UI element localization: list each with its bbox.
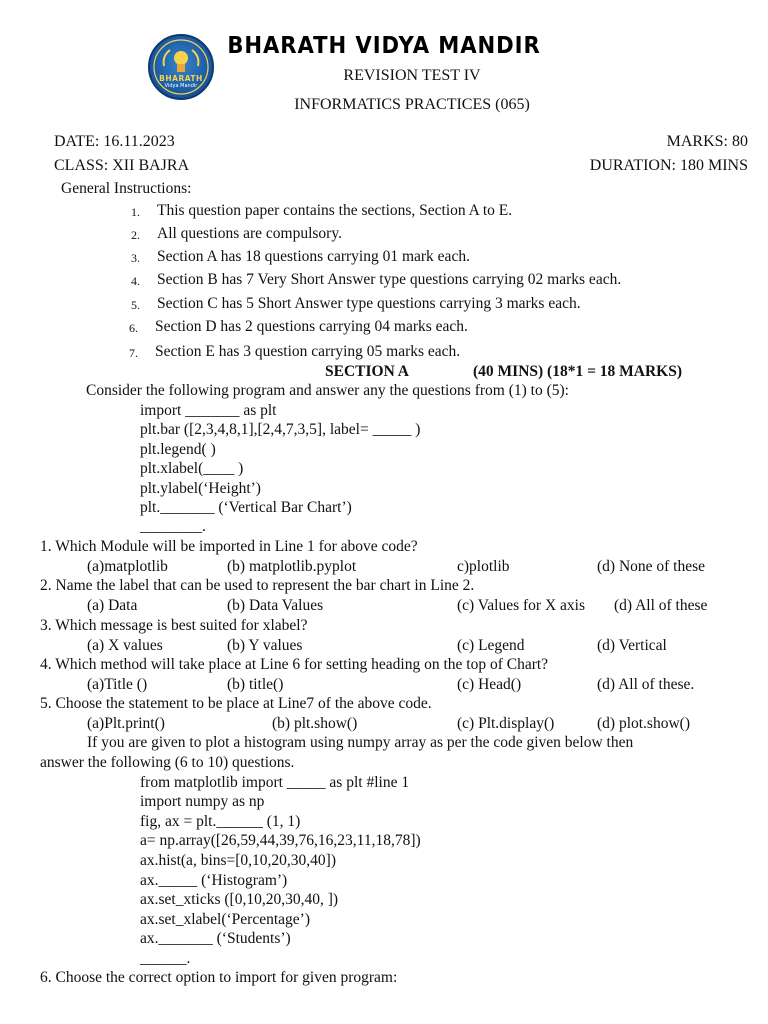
question-text: 3. Which message is best suited for xlabel?	[40, 617, 308, 634]
option: (b) matplotlib.pyplot	[227, 558, 357, 575]
option: (a)matplotlib	[87, 558, 168, 575]
option: (b) plt.show()	[272, 715, 358, 732]
option: (b) title()	[227, 676, 284, 693]
list-item: Section D has 2 questions carrying 04 marks each.	[155, 318, 468, 335]
option: (d) All of these	[614, 597, 708, 614]
school-name: BHARATH VIDYA MANDIR	[227, 33, 541, 59]
list-item: Section B has 7 Very Short Answer type questions carrying 02 marks each.	[157, 271, 622, 288]
list-item: Section C has 5 Short Answer type questions carrying 3 marks each.	[157, 295, 581, 312]
section-a-title: SECTION A	[325, 363, 409, 380]
histogram-intro: If you are given to plot a histogram using numpy array as per the code given below then	[87, 734, 634, 751]
option: (a) Data	[87, 597, 138, 614]
section-a-info: (40 MINS) (18*1 = 18 MARKS)	[473, 363, 683, 380]
list-item-number: 2.	[131, 228, 140, 242]
code-line: plt._______ (‘Vertical Bar Chart’)	[140, 499, 352, 516]
code-line: fig, ax = plt.______ (1, 1)	[140, 813, 301, 830]
logo-sub-lettering: Vidya Mandir	[164, 83, 198, 89]
code-line: plt.bar ([2,3,4,8,1],[2,4,7,3,5], label= _____ )	[140, 421, 421, 438]
option: (d) All of these.	[597, 676, 695, 693]
option: (d) plot.show()	[597, 715, 690, 732]
option: (c) Head()	[457, 676, 522, 693]
subject-title: INFORMATICS PRACTICES (065)	[294, 96, 530, 113]
exam-duration: DURATION: 180 MINS	[589, 157, 748, 174]
option: c)plotlib	[457, 558, 510, 575]
option: (c) Values for X axis	[457, 597, 585, 614]
option: (a) X values	[87, 637, 163, 654]
question-text: 5. Choose the statement to be place at Line7 of the above code.	[40, 695, 432, 712]
option: (a)Plt.print()	[87, 715, 165, 732]
histogram-intro-cont: answer the following (6 to 10) questions.	[40, 754, 295, 771]
code-line: ax._______ (‘Students’)	[140, 930, 291, 947]
list-item-number: 7.	[129, 346, 138, 360]
option: (c) Legend	[457, 637, 525, 654]
list-item: Section E has 3 question carrying 05 marks each.	[155, 343, 461, 360]
code-line: ax.hist(a, bins=[0,10,20,30,40])	[140, 852, 337, 869]
list-item-number: 3.	[131, 251, 140, 265]
code-line: import _______ as plt	[140, 402, 277, 419]
code-line: import numpy as np	[140, 793, 265, 810]
code-line: ax.set_xticks ([0,10,20,30,40, ])	[140, 891, 339, 908]
option: (b) Data Values	[227, 597, 324, 614]
code-line: ax.set_xlabel(‘Percentage’)	[140, 911, 310, 928]
exam-class: CLASS: XII BAJRA	[54, 157, 190, 174]
instructions-title: General Instructions:	[61, 180, 192, 197]
test-title: REVISION TEST IV	[343, 67, 481, 84]
option: (d) Vertical	[597, 637, 667, 654]
list-item-number: 4.	[131, 274, 140, 288]
question-6-text: 6. Choose the correct option to import for given program:	[40, 969, 398, 986]
list-item-number: 5.	[131, 298, 140, 312]
code-line: ______.	[140, 950, 191, 967]
list-item: Section A has 18 questions carrying 01 mark each.	[157, 248, 470, 265]
list-item: This question paper contains the sections, Section A to E.	[157, 202, 513, 219]
exam-marks: MARKS: 80	[666, 133, 748, 150]
code-line: from matplotlib import _____ as plt #line 1	[140, 774, 410, 791]
list-item: All questions are compulsory.	[157, 225, 342, 242]
code-line: plt.legend( )	[140, 441, 216, 458]
code-line: plt.ylabel(‘Height’)	[140, 480, 261, 497]
code-line: a= np.array([26,59,44,39,76,16,23,11,18,78])	[140, 832, 421, 849]
list-item-number: 6.	[129, 321, 138, 335]
option: (b) Y values	[227, 637, 303, 654]
option: (c) Plt.display()	[457, 715, 555, 732]
question-text: 2. Name the label that can be used to represent the bar chart in Line 2.	[40, 577, 475, 594]
section-a-intro: Consider the following program and answer any the questions from (1) to (5):	[86, 382, 569, 399]
code-line: ax._____ (‘Histogram’)	[140, 872, 288, 889]
option: (a)Title ()	[87, 676, 148, 693]
code-line: ________.	[140, 518, 206, 535]
option: (d) None of these	[597, 558, 706, 575]
question-text: 4. Which method will take place at Line 6 for setting heading on the top of Chart?	[40, 656, 549, 673]
list-item-number: 1.	[131, 205, 140, 219]
code-line: plt.xlabel(____ )	[140, 460, 244, 477]
question-text: 1. Which Module will be imported in Line 1 for above code?	[40, 538, 418, 555]
logo-lettering: BHARATH	[159, 74, 203, 83]
exam-date: DATE: 16.11.2023	[54, 133, 175, 150]
